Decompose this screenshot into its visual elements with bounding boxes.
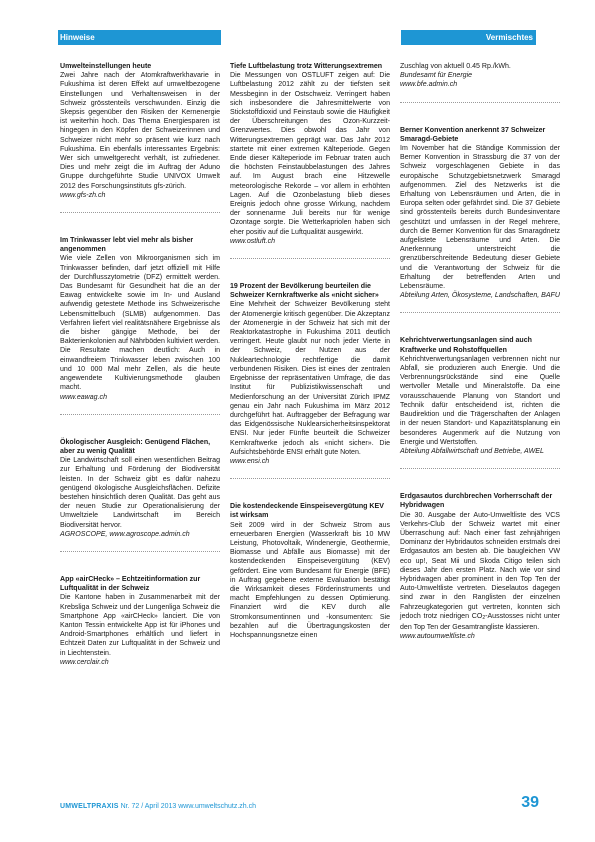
divider: [230, 478, 390, 479]
article-title: Die kostendeckende Einspeisevergütung KEV ist wirksam: [230, 503, 384, 520]
divider: [230, 258, 390, 259]
article-body-subscript: 2: [482, 614, 486, 621]
article-body: Die Landwirtschaft soll einen wesentlichen Beitrag zur Erhaltung und Förderung der Biodiversität leisten. In der Schweiz gibt es dafür nahezu genügend ökologische Ausgleichsflächen. Defizite bestehen hinsichtlich deren Qualität. Das geht aus der neuen Studie zur Operationalisierung der Umweltziele Landwirtschaft im Bereich Biodiversität hervor.: [60, 457, 220, 529]
article-body-text-end: -Ausstosses nicht unter den Top Ten der Gesamtrangliste klassieren.: [400, 612, 560, 631]
article-kev: [230, 502, 390, 640]
article-trinkwasser: [60, 236, 220, 415]
article-luftbelastung: [230, 62, 390, 259]
article-body-text: Die 30. Ausgabe der Auto-Umweltliste des VCS Verkehrs-Club der Schweiz wartet mit einer Überraschung auf: Nach einer fast zehnjährigen Dominanz der Hybridautos schneiden erstmals drei Erdgasautos am besten ab. Die baugleichen VW eco up!, Seat Mii und Skoda Citigo teilen sich dieses Jahr den ersten Platz. Nach wie vor sind Hybridwagen aber prominent in den Top Ten der Auto-Umweltliste vertreten. Dieselautos dagegen sind zwar in den Ranglisten der einzelnen Fahrzeugkategorien gut vertreten, konnten sich jedoch trotz niedrigen CO: [400, 511, 560, 620]
article-source-link[interactable]: www.ostluft.ch: [230, 237, 276, 245]
article-title: Erdgasautos durchbrechen Vorherrschaft der Hybridwagen: [400, 493, 553, 510]
section-header-right: [401, 30, 536, 45]
article-source-link[interactable]: www.bfe.admin.ch: [400, 81, 458, 89]
article-title: 19 Prozent der Bevölkerung beurteilen die Schweizer Kernkraftwerke als «nicht sicher»: [230, 283, 379, 300]
footer-url[interactable]: www.umweltschutz.zh.ch: [178, 803, 257, 810]
article-kev-continued: [400, 62, 560, 103]
section-label-vermischtes: Vermischtes: [485, 33, 533, 42]
column-left: [60, 62, 220, 667]
article-kernkraftwerke: [230, 282, 390, 479]
article-body: Kehrichtverwertungsanlagen verbrennen nicht nur Abfall, sie produzieren auch Energie. Und die Verbrennungsrückstände sind eine Quelle wertvoller Metalle und Mineralstoffe. Da eine vorausschauende Planung von Standort und Technik dafür entscheidend ist, richten die Baudirektion und die Trägerschaften der Anlagen in der neuen Standort- und Kapazitätsplanung ein besonderes Augenmerk auf die Nutzung von Energie und Wertstoffen.: [400, 355, 560, 446]
article-source-link[interactable]: www.cerclair.ch: [60, 658, 109, 666]
article-source-link[interactable]: AGROSCOPE, www.agroscope.admin.ch: [60, 530, 190, 538]
article-title: App «airCHeck» – Echtzeitinformation zur Luftqualität in der Schweiz: [60, 575, 201, 593]
article-body: [400, 511, 560, 633]
article-body: Die Messungen von OSTLUFT zeigen auf: Die Luftbelastung 2012 zählt zu der tiefsten seit Messbeginn in der Ostschweiz. Verringert haben sich insbesondere die Jahresmittelwerte von Stickstoffdioxid und Feinstaub sowie die Häufigkeit der Überschreitungen des Ozon-Kurzzeit-Grenzwertes. Dies obwohl das Jahr von Witterungsextremen geprägt war. Das Jahr 2012 startete mit einer extremen Kälteperiode. Gegen Ende dieser Kälteperiode im Februar traten auch die höchsten Feinstaubbelastungen des Jahres auf. Im August brach eine Hitzewelle meteorologische Rekorde – vor allem in erhöhten Lagen. Auf die Ozonbelastung blieb dieses Ereignis jedoch ohne grosse Wirkung, nachdem der sonnenarme Juli bereits nur für wenige Ozontage sorgte. Die Wetterkapriolen haben sich eher positiv auf die Luftqualität ausgewirkt.: [230, 72, 390, 236]
article-body: Zwei Jahre nach der Atomkraftwerkhavarie in Fukushima ist deren Effekt auf umweltbezogene Einstellungen und Verhaltensweisen in der Schweiz grösstenteils verschwunden. Einzig die Skepsis gegenüber den Risiken der Kernenergie ist weiterhin hoch. Das Thema Energiesparen ist hingegen in den Köpfen der Schweizerinnen und Schweizer nicht mehr so präsent wie kurz nach Fukushima. Ein ebenfalls interessantes Ergebnis: Wer sich umweltgerecht verhält, ist zufriedener. Dies und mehr zeigt die im Auftrag der Aduno Gruppe durchgeführte Studie UNIVOX Umwelt 2012 des Forschungsinstituts gfs-zürich.: [60, 72, 220, 190]
footer-brand: UMWELTPRAXIS: [60, 803, 119, 810]
footer-issue: Nr. 72 / April 2013: [120, 803, 177, 810]
article-body: Zuschlag von aktuell 0.45 Rp./kWh.: [400, 63, 511, 70]
article-source: Abteilung Abfallwirtschaft und Betriebe, AWEL: [400, 447, 544, 455]
article-title: Im Trinkwasser lebt viel mehr als bisher angenommen: [60, 237, 194, 254]
article-source: Bundesamt für Energie: [400, 72, 473, 80]
section-header-left: [58, 30, 221, 45]
article-title: Berner Konvention anerkennt 37 Schweizer Smaragd-Gebiete: [400, 126, 546, 143]
article-title: Ökologischer Ausgleich: Genügend Flächen, aber zu wenig Qualität: [60, 438, 211, 455]
section-label-hinweise: Hinweise: [60, 33, 95, 42]
article-umwelteinstellungen: [60, 62, 220, 213]
article-berner-konvention: [400, 126, 560, 314]
footer: [60, 803, 256, 810]
divider: [400, 312, 560, 313]
article-title: Kehrichtverwertungsanlagen sind auch Kraftwerke und Rohstoffquellen: [400, 337, 532, 354]
article-source: Abteilung Arten, Ökosysteme, Landschaften, BAFU: [400, 292, 560, 300]
article-body: Eine Mehrheit der Schweizer Bevölkerung steht der Atomenergie kritisch gegenüber. Die Akzeptanz der Atomenergie in der Schweiz hat sich mit der Reaktorkatastrophe in Fukushima 2011 deutlich verringert. Heute glaubt nur noch jeder Vierte in der Schweiz, der Nutzen aus der Nukleartechnologie rechtfertige die damit verbundenen Risiken. Dies ist eines der zentralen Ergebnisse der repräsentativen Umfrage, die das Institut für Publizistikwissenschaft und Medienforschung an der Universität Zürich IPMZ genau ein Jahr nach Fukushima im März 2012 durchgeführt hat. Auftraggeber der Befragung war das Eidgenössische Nuklearsicherheitsinspektorat ENSI. Nur jeder Fünfte beurteilt die Schweizer Kernkraftwerke jedoch als «nicht sicher». Die Aufsichtsbehörde ENSI erhält gute Noten.: [230, 301, 390, 456]
divider: [400, 102, 560, 103]
article-erdgasautos: [400, 492, 560, 641]
article-body: Seit 2009 wird in der Schweiz Strom aus erneuerbaren Energien (Wasserkraft bis 10 MW Leistung, Photovoltaik, Windenergie, Geothermie, Biomasse und Abfälle aus Biomasse) mit der kostendeckenden Einspeisevergütung (KEV) gefördert. Eine vom Bundesamt für Energie (BFE) in Auftrag gegebene externe Evaluation bestätigt die Wirksamkeit dieses Förderinstruments und macht Empfehlungen zu dessen Optimierung. Finanziert wird die KEV durch alle Stromkonsumentinnen und -konsumenten: Sie bezahlen auf die Übertragungskosten der Hochspannungsnetze einen: [230, 521, 390, 639]
article-kehrichtverwertung: [400, 336, 560, 469]
article-body: Wie viele Zellen von Mikroorganismen sich im Trinkwasser befinden, darf jetzt offiziell mit Hilfe der Durchflusszytometrie (DFZ) ermittelt werden. Das Bundesamt für Gesundheit hat die an der Eawag entwickelte sowie im In- und Ausland aufwendig getestete Methode ins Schweizerische Lebensmittelbuch (SLMB) aufgenommen. Das Verfahren liefert viel realitätsnähere Ergebnisse als die bisher gängige Methode, bei der Bakterienkolonien auf Nährböden kultiviert werden. Die Resultate machen deutlich: Auch in einwandfreiem Trinkwasser leben zwischen 100 und 10 000 Mal mehr Zellen, als die heute angewendete Kultivierungsmethode glauben macht.: [60, 255, 220, 392]
article-body: Die Kantone haben in Zusammenarbeit mit der Krebsliga Schweiz und der Lungenliga Schweiz die Smartphone App «airCHeck» lanciert. Die von Kanton Tessin entwickelte App ist für iPhones und Android-Smartphones erhältlich und liefert in Echtzeit Daten zur Luftqualität in der Schweiz und in Liechtenstein.: [60, 594, 220, 657]
divider: [60, 212, 220, 213]
article-title: Tiefe Luftbelastung trotz Witterungsextremen: [230, 63, 383, 70]
article-oekologischer-ausgleich: [60, 438, 220, 552]
divider: [60, 414, 220, 415]
column-right: [400, 62, 560, 641]
page-number: 39: [521, 794, 539, 811]
divider: [60, 551, 220, 552]
article-title: Umwelteinstellungen heute: [60, 63, 152, 70]
article-aircheck-app: [60, 575, 220, 667]
article-source-link[interactable]: www.eawag.ch: [60, 393, 108, 401]
column-middle: [230, 62, 390, 640]
article-source-link[interactable]: www.ensi.ch: [230, 457, 270, 465]
article-source-link[interactable]: www.autoumweltliste.ch: [400, 633, 475, 641]
article-source-link[interactable]: www.gfs-zh.ch: [60, 191, 106, 199]
divider: [400, 468, 560, 469]
article-body: Im November hat die Ständige Kommission der Berner Konvention in Strassburg die 37 von der Schweiz vorgeschlagenen Gebiete in das europäische Schutzgebietsnetzwerk Smaragd aufgenommen. Ziel des Netzwerks ist die Erhaltung von Lebensräumen und Arten, die in Europa selten oder gefährdet sind. Die 37 Gebiete sind grösstenteils bereits durch Bundesinventare geschützt und umfassen in der Regel mehrere, durch die Berner Konvention für das Smaragdnetz aufgelistete Lebensräume und Arten. Die Anerkennung unterstreicht die grenzüberschreitende Bedeutung dieser Gebiete und die Verantwortung der Schweiz für die Erhaltung der betreffenden Arten und Lebensräume.: [400, 145, 560, 291]
